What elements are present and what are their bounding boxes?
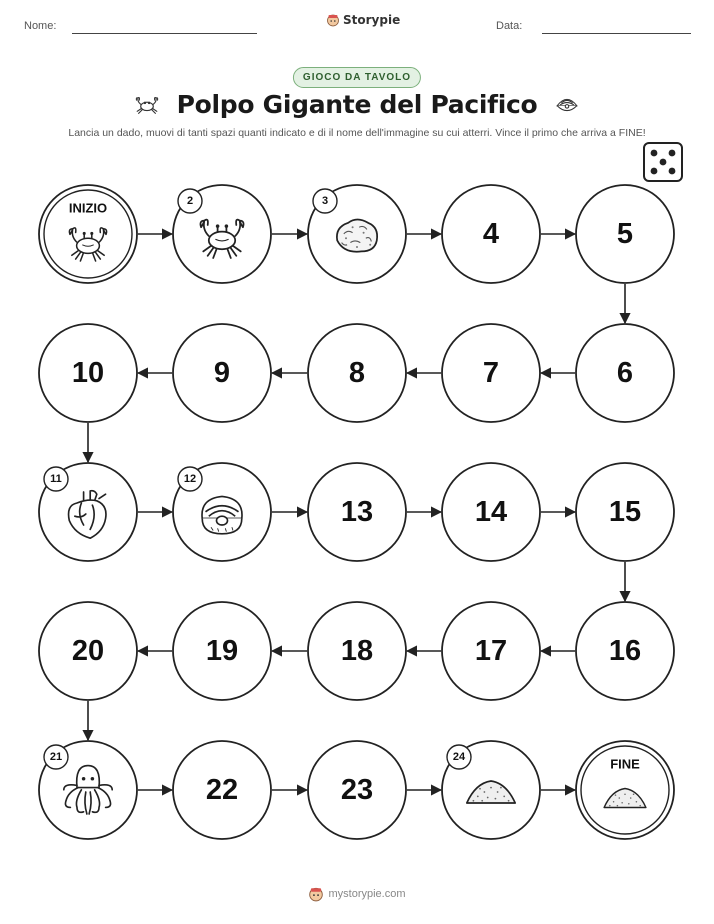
space-number: 11 — [50, 473, 62, 485]
board-space-3 — [308, 185, 406, 283]
footer-url: mystorypie.com — [328, 888, 406, 900]
space-number: 20 — [71, 635, 105, 667]
space-number: 16 — [608, 635, 642, 667]
board-space-25 — [576, 741, 674, 839]
space-number: 17 — [474, 635, 508, 667]
brand-name: Storypie — [343, 13, 401, 27]
space-number: 8 — [348, 357, 366, 389]
board-space-23 — [308, 741, 406, 839]
board-space-21 — [39, 741, 137, 839]
board-space-2 — [173, 185, 271, 283]
page-title: Polpo Gigante del Pacifico — [176, 90, 538, 119]
space-number: 22 — [205, 774, 239, 806]
board-space-4 — [442, 185, 540, 283]
storypie-mascot-icon — [308, 886, 324, 902]
space-number: 9 — [213, 357, 231, 389]
board-space-17 — [442, 602, 540, 700]
board-spaces — [39, 185, 674, 839]
space-number: 10 — [71, 357, 105, 389]
board-space-5 — [576, 185, 674, 283]
board-space-6 — [576, 324, 674, 422]
space-number: 18 — [340, 635, 374, 667]
finish-label: FINE — [610, 756, 640, 772]
board-space-16 — [576, 602, 674, 700]
board-space-12 — [173, 463, 271, 561]
name-label: Nome: — [24, 20, 57, 32]
board-space-20 — [39, 602, 137, 700]
board-space-22 — [173, 741, 271, 839]
board-space-19 — [173, 602, 271, 700]
space-number: 19 — [205, 635, 239, 667]
board-space-9 — [173, 324, 271, 422]
space-number: 13 — [340, 496, 374, 528]
board-space-7 — [442, 324, 540, 422]
category-badge: GIOCO DA TAVOLO — [293, 67, 421, 88]
board-space-11 — [39, 463, 137, 561]
start-label: INIZIO — [68, 200, 108, 216]
rock-icon — [337, 220, 377, 252]
board-space-1 — [39, 185, 137, 283]
board-space-14 — [442, 463, 540, 561]
space-number: 2 — [186, 195, 194, 207]
clam-icon — [202, 496, 242, 533]
board-space-24 — [442, 741, 540, 839]
space-number: 4 — [482, 218, 500, 250]
board-space-10 — [39, 324, 137, 422]
board-space-13 — [308, 463, 406, 561]
space-number: 5 — [616, 218, 634, 250]
space-number: 7 — [482, 357, 500, 389]
space-number: 14 — [474, 496, 508, 528]
space-number: 21 — [49, 751, 63, 763]
space-number: 12 — [183, 473, 197, 485]
space-number: 15 — [608, 496, 642, 528]
instructions: Lancia un dado, muovi di tanti spazi quanti indicato e di il nome dell'immagine su cui atterri. Vince il primo che arriva a FINE! — [68, 127, 646, 139]
date-label: Data: — [496, 20, 523, 32]
board-space-8 — [308, 324, 406, 422]
space-number: 23 — [340, 774, 374, 806]
footer — [0, 886, 714, 902]
board-space-15 — [576, 463, 674, 561]
space-number: 24 — [452, 751, 466, 763]
board-space-18 — [308, 602, 406, 700]
space-number: 6 — [616, 357, 634, 389]
space-number: 3 — [321, 195, 329, 207]
